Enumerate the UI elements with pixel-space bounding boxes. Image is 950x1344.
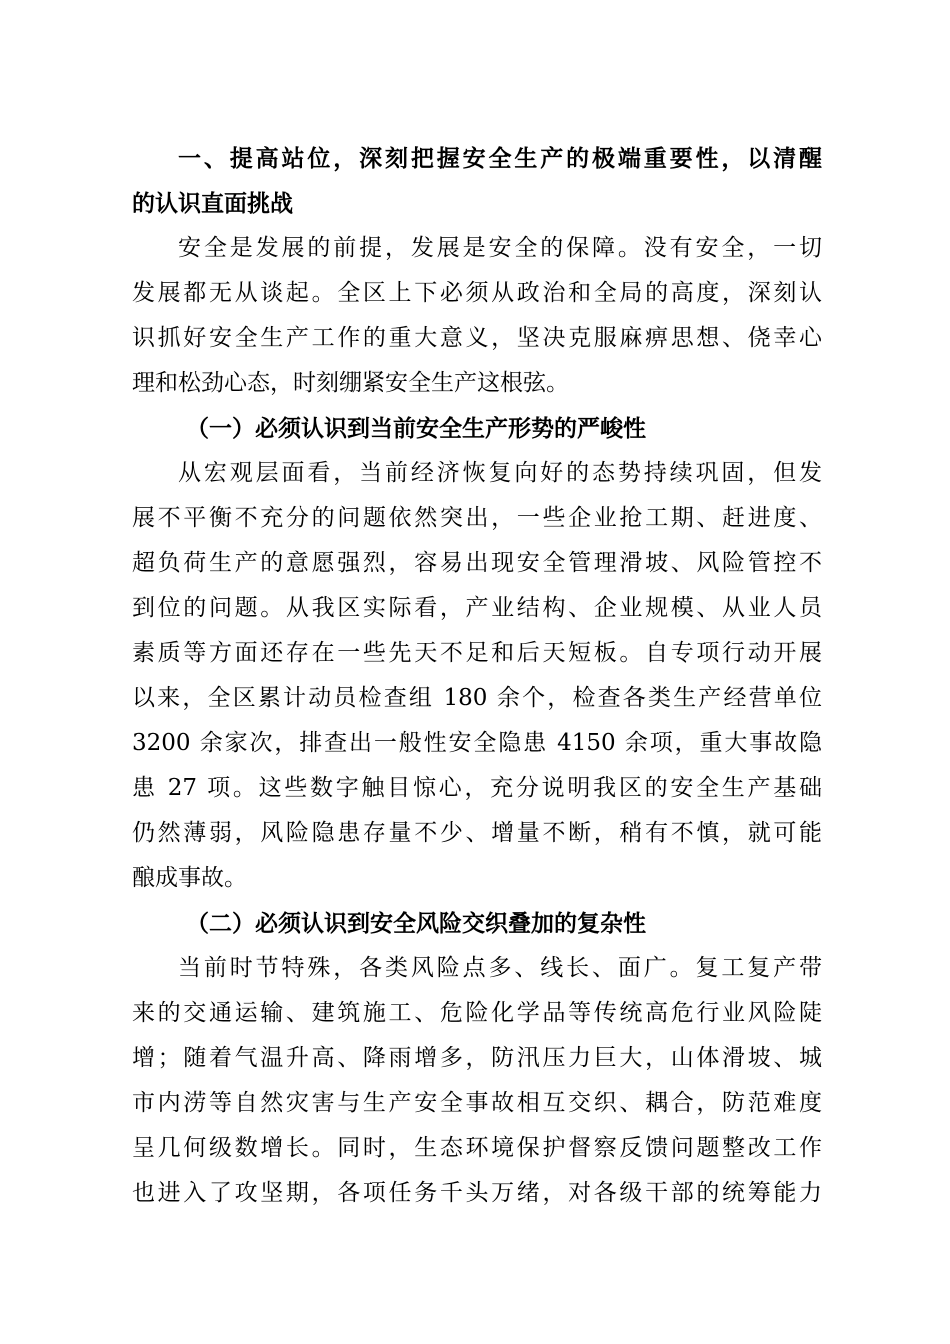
subheading-1: （一）必须认识到当前安全生产形势的严峻性 — [186, 415, 646, 442]
paragraph-2-line-3: 超负荷生产的意愿强烈，容易出现安全管理滑坡、风险管控不 — [132, 550, 822, 576]
paragraph-2-line-8: 患 27 项。这些数字触目惊心，充分说明我区的安全生产基础 — [132, 775, 822, 801]
paragraph-3-line-1: 当前时节特殊，各类风险点多、线长、面广。复工复产带 — [178, 955, 822, 981]
paragraph-2-line-6: 以来，全区累计动员检查组 180 余个，检查各类生产经营单位 — [132, 685, 822, 711]
paragraph-3-line-3: 增；随着气温升高、降雨增多，防汛压力巨大，山体滑坡、城 — [132, 1045, 822, 1071]
paragraph-2-line-1: 从宏观层面看，当前经济恢复向好的态势持续巩固，但发 — [178, 460, 822, 486]
paragraph-2-line-9: 仍然薄弱，风险隐患存量不少、增量不断，稍有不慎，就可能 — [132, 820, 822, 846]
paragraph-2-line-4: 到位的问题。从我区实际看，产业结构、企业规模、从业人员 — [132, 595, 822, 621]
paragraph-2-line-2: 展不平衡不充分的问题依然突出，一些企业抢工期、赶进度、 — [132, 505, 822, 531]
heading-line-1: 一、提高站位，深刻把握安全生产的极端重要性，以清醒 — [178, 145, 822, 172]
paragraph-1-line-3: 识抓好安全生产工作的重大意义，坚决克服麻痹思想、侥幸心 — [132, 325, 822, 351]
paragraph-2-line-5: 素质等方面还存在一些先天不足和后天短板。自专项行动开展 — [132, 640, 822, 666]
paragraph-3-line-2: 来的交通运输、建筑施工、危险化学品等传统高危行业风险陡 — [132, 1000, 822, 1026]
paragraph-3-line-6: 也进入了攻坚期，各项任务千头万绪，对各级干部的统筹能力 — [132, 1180, 822, 1206]
paragraph-3-line-5: 呈几何级数增长。同时，生态环境保护督察反馈问题整改工作 — [132, 1135, 822, 1161]
paragraph-1-line-1: 安全是发展的前提，发展是安全的保障。没有安全，一切 — [178, 235, 822, 261]
paragraph-2-line-7: 3200 余家次，排查出一般性安全隐患 4150 余项，重大事故隐 — [132, 730, 822, 756]
document-page — [132, 136, 822, 1216]
paragraph-1-line-2: 发展都无从谈起。全区上下必须从政治和全局的高度，深刻认 — [132, 280, 822, 306]
paragraph-1-line-4: 理和松劲心态，时刻绷紧安全生产这根弦。 — [132, 370, 569, 396]
paragraph-2-line-10: 酿成事故。 — [132, 865, 247, 891]
subheading-2: （二）必须认识到安全风险交织叠加的复杂性 — [186, 910, 646, 937]
heading-line-2: 的认识直面挑战 — [132, 190, 293, 217]
paragraph-3-line-4: 市内涝等自然灾害与生产安全事故相互交织、耦合，防范难度 — [132, 1090, 822, 1116]
